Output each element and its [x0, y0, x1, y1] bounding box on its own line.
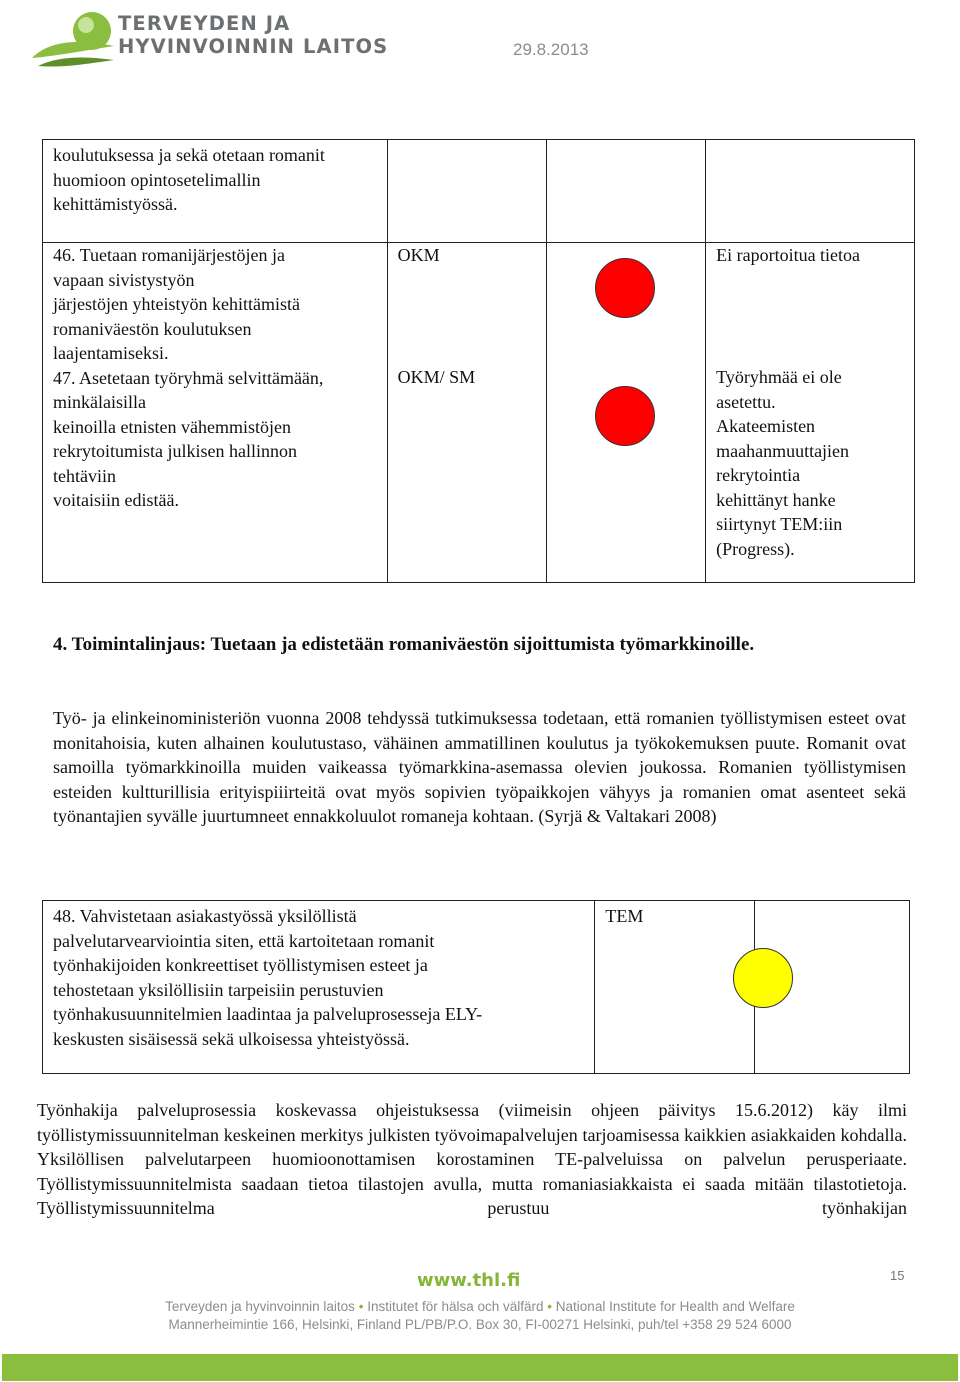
table-row [43, 901, 910, 1074]
note-text: Ei raportoitua tietoa [716, 245, 861, 265]
responsible-text: TEM [605, 906, 644, 926]
responsible-cell [595, 901, 755, 1074]
table-row [43, 243, 915, 583]
footer-name-fi: Terveyden ja hyvinvoinnin laitos [165, 1299, 355, 1314]
measures-table-1 [42, 139, 915, 583]
measures-table-2 [42, 900, 910, 1074]
bullet-separator-icon: • [358, 1299, 364, 1314]
responsible-text: OKM/ SM [397, 367, 476, 387]
measure-cell [43, 901, 595, 1074]
table-row [43, 140, 915, 243]
paragraph-text: Työ- ja elinkeinoministeriön vuonna 2008 tehdyssä tutkimuksessa todetaan, että romanien työllistymisen esteet ovat monitahoisia, kuten alhainen koulutustaso, vähäinen ammatillinen koulutus ja työkokemuksen puute. Romanit ovat samoilla työmarkkinoilla muiden vaikeassa työmarkkina-asemassa olevien joukossa. Romanien työllistymisen esteiden kultturillisia erityispiiirteitä ovat myös sopivien työpaikkojen vähyys ja romanien omat asenteet sekä [53, 708, 906, 802]
org-name-line2: HYVINVOINNIN LAITOS [118, 35, 389, 58]
footer-name-sv: Institutet för hälsa och välfärd [367, 1299, 544, 1314]
body-paragraph: Työnhakija palveluprosessia koskevassa ohjeistuksessa (viimeisin ohjeen päivitys 15.6.2012) käy ilmi työllistymissuunnitelman keskeinen merkitys julkisten työvoimapalvelujen tarjoamisessa kaikkien asiakkaiden kohdalla. Yksilöllisen palvelutarpeen huomioonottamisen korostaminen TE-palveluissa on palvelun perusperiaate. Työllistymissuunnitelmista saadaan tietoa tilastojen avulla, mutta romaniasiakkaista ei saada mitään tilastotietoja. Työllistymissuunnitelma perustuu työnhakijan [37, 1100, 907, 1218]
org-name [118, 12, 388, 58]
header-date: 29.8.2013 [513, 40, 589, 59]
footer-name-en: National Institute for Health and Welfare [555, 1299, 795, 1314]
status-indicator-yellow [733, 948, 793, 1008]
measure-cell [43, 243, 388, 583]
note-cell [706, 243, 915, 583]
paragraph-last-line: työnantajien syvälle juurtumneet ennakkoluulot romaneja kohtaan. (Syrjä & Valtakari 2008) [53, 806, 717, 826]
status-cell [755, 901, 910, 1074]
responsible-cell [387, 140, 547, 243]
status-cell [547, 243, 706, 583]
page-number: 15 [890, 1268, 905, 1283]
responsible-cell [387, 243, 547, 583]
footer-url[interactable]: www.thl.fi [417, 1270, 521, 1291]
footer-address: Mannerheimintie 166, Helsinki, Finland PL/PB/P.O. Box 30, FI-00271 Helsinki, puh/tel +358 29 524 6000 [168, 1317, 792, 1332]
status-cell [547, 140, 706, 243]
footer-color-bar [2, 1354, 958, 1381]
measure-text: 48. Vahvistetaan asiakastyössä yksilöllistä palvelutarvearviointia siten, että kartoitetaan romanit työnhakijoiden konkreettiset työllistymisen esteet ja tehostetaan yksilöllisiin tarpeisiin perustuvien työnhakusuunnitelmien laadintaa ja palveluprosesseja ELY- keskusten sisäisessä sekä ulkoisessa yhteistyössä. [53, 906, 483, 1049]
measure-cell [43, 140, 388, 243]
org-name-line1: TERVEYDEN JA [118, 12, 291, 35]
measure-text: 46. Tuetaan romanijärjestöjen ja vapaan sivistystyön järjestöjen yhteistyön kehittämistä romaniväestön koulutuksen laajentamiseksi. [53, 245, 300, 363]
status-indicator-red [595, 258, 655, 318]
footer-institute-names [0, 1299, 960, 1314]
status-indicator-red [595, 386, 655, 446]
responsible-text: OKM [397, 245, 440, 265]
note-cell [706, 140, 915, 243]
bullet-separator-icon: • [547, 1299, 553, 1314]
measure-text: 47. Asetetaan työryhmä selvittämään, minkälaisilla keinoilla etnisten vähemmistöjen rekrytoitumista julkisen hallinnon tehtäviin voitaisiin edistää. [53, 367, 324, 510]
thl-leaf-logo-icon [28, 6, 128, 68]
section-heading: 4. Toimintalinjaus: Tuetaan ja edistetään romaniväestön sijoittumista työmarkkinoille. [53, 634, 755, 655]
section-paragraph [53, 706, 906, 829]
measure-text: koulutuksessa ja sekä otetaan romanit huomioon opintosetelimallin kehittämistyössä. [53, 145, 325, 214]
note-text: Työryhmää ei ole asetettu. Akateemisten maahanmuuttajien rekrytointia kehittänyt hanke siirtynyt TEM:iin (Progress). [716, 367, 850, 559]
